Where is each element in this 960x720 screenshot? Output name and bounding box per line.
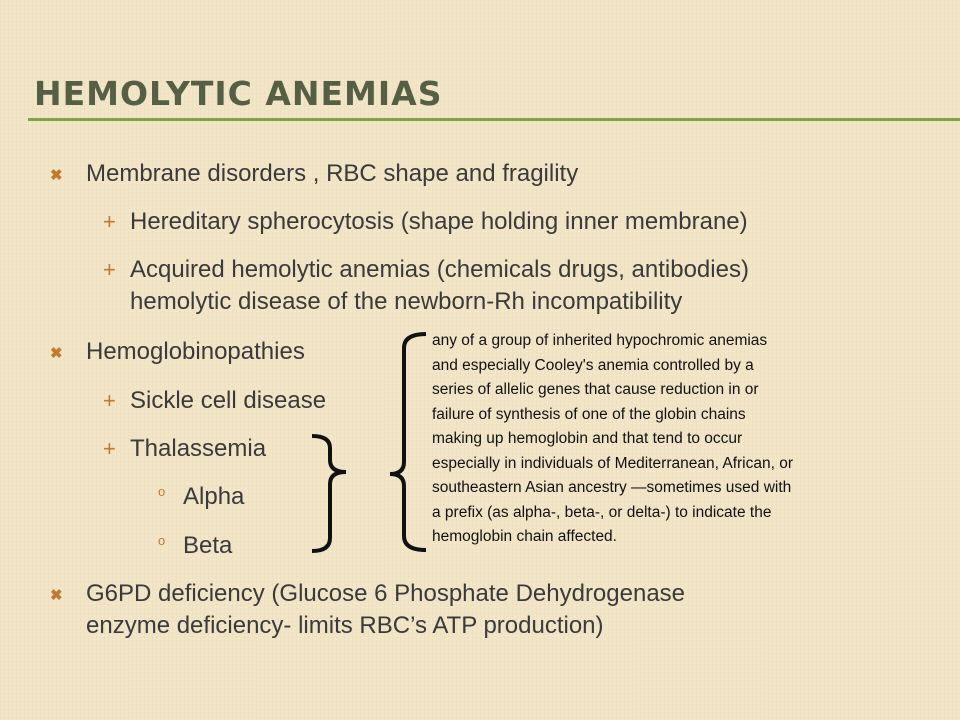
bullet-g6pd-line1: G6PD deficiency (Glucose 6 Phosphate Dehydrogenase [86,580,686,607]
sub-acquired-hemolytic-line2: hemolytic disease of the newborn-Rh incompatibility [130,288,683,315]
circle-bullet-icon: o [158,533,166,548]
subsub-beta: Beta [183,532,233,559]
definition-line: series of allelic genes that cause reduction in or [432,381,759,398]
definition-line: any of a group of inherited hypochromic anemias [432,332,768,349]
definition-line: southeastern Asian ancestry —sometimes used with [432,479,792,496]
slide-title: HEMOLYTIC ANEMIAS [34,74,443,113]
plus-bullet-icon: + [103,257,116,282]
definition-line: hemoglobin chain affected. [432,528,617,545]
definition-line: failure of synthesis of one of the globin chains [432,405,746,423]
x-bullet-icon: ✖ [50,345,63,362]
definition-line: making up hemoglobin and that tend to occur [432,430,743,447]
plus-bullet-icon: + [103,388,116,413]
bullet-g6pd-line2: enzyme deficiency- limits RBC’s ATP production) [86,612,604,639]
plus-bullet-icon: + [103,209,116,234]
sub-thalassemia: Thalassemia [130,435,267,462]
x-bullet-icon: ✖ [50,587,63,604]
plus-bullet-icon: + [103,436,116,461]
definition-brace [390,334,426,550]
sub-hereditary-spherocytosis: Hereditary spherocytosis (shape holding inner membrane) [130,208,748,235]
definition-line: a prefix (as alpha-, beta-, or delta-) to indicate the [432,503,772,521]
bullet-membrane-disorders: Membrane disorders , RBC shape and fragility [86,160,579,187]
thalassemia-brace [312,436,346,551]
sub-acquired-hemolytic-line1: Acquired hemolytic anemias (chemicals drugs, antibodies) [130,256,749,283]
subsub-alpha: Alpha [183,483,245,510]
x-bullet-icon: ✖ [50,167,63,184]
bullet-hemoglobinopathies: Hemoglobinopathies [86,338,305,365]
definition-line: especially in individuals of Mediterranean, African, or [432,454,793,472]
sub-sickle-cell: Sickle cell disease [130,387,327,414]
definition-line: and especially Cooley's anemia controlled by a [432,356,754,374]
thalassemia-definition [432,329,942,550]
circle-bullet-icon: o [158,484,166,499]
